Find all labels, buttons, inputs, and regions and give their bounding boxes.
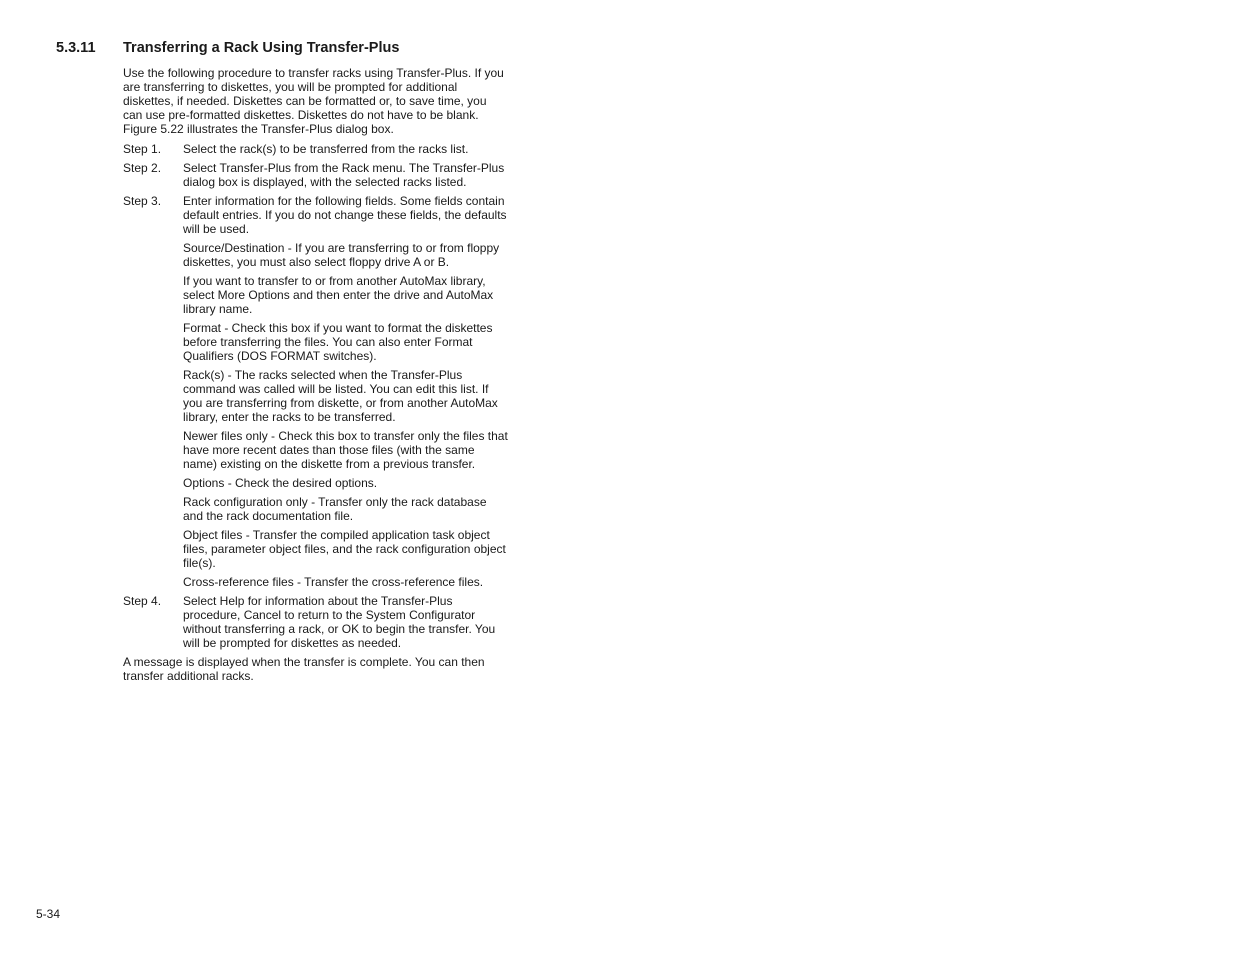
field-options: Options - Check the desired options.: [183, 476, 378, 490]
field-format: Format - Check this box if you want to format the diskettes before transferring the files. You can also enter Format Qualifiers (DOS FORMAT switches).: [183, 321, 493, 363]
step-text: Select the rack(s) to be transferred from the racks list.: [183, 142, 469, 156]
step-label: Step 3.: [123, 194, 162, 208]
field-racks: Rack(s) - The racks selected when the Transfer-Plus command was called will be listed. You can edit this list. If you are transferring from diskette, or from another AutoMax library, enter the racks to be transferred.: [183, 368, 498, 424]
field-object-files: Object files - Transfer the compiled application task object files, parameter object files, and the rack configuration object file(s).: [183, 528, 506, 570]
step-1: [123, 142, 509, 156]
intro-paragraph: Use the following procedure to transfer racks using Transfer-Plus. If you are transferring to diskettes, you will be prompted for additional diskettes, if needed. Diskettes can be formatted or, to save time, you can use pre-formatted diskettes. Diskettes do not have to be blank. Figure 5.22 illustrates the Transfer-Plus dialog box.: [123, 66, 504, 136]
step-label: Step 4.: [123, 594, 162, 608]
field-source-destination: Source/Destination - If you are transferring to or from floppy diskettes, you must also select floppy drive A or B.: [183, 241, 500, 269]
step-text: Enter information for the following fields. Some fields contain default entries. If you do not change these fields, the defaults will be used.: [183, 194, 507, 236]
section-title: Transferring a Rack Using Transfer-Plus: [123, 40, 400, 56]
step-text: Select Transfer-Plus from the Rack menu. The Transfer-Plus dialog box is displayed, with the selected racks listed.: [183, 161, 505, 189]
body-column: [123, 66, 509, 689]
field-cross-reference-files: Cross-reference files - Transfer the cross-reference files.: [183, 575, 484, 589]
field-rack-configuration-only: Rack configuration only - Transfer only the rack database and the rack documentation file.: [183, 495, 487, 523]
step-label: Step 1.: [123, 142, 162, 156]
step-text: Select Help for information about the Transfer-Plus procedure, Cancel to return to the System Configurator without transferring a rack, or OK to begin the transfer. You will be prompted for diskettes as needed.: [183, 594, 496, 650]
step-3: [123, 194, 509, 236]
step-2: [123, 161, 509, 189]
field-newer-files-only: Newer files only - Check this box to transfer only the files that have more recent dates than those files (with the same name) existing on the diskette from a previous transfer.: [183, 429, 508, 471]
section-number: 5.3.11: [56, 40, 96, 56]
field-more-options: If you want to transfer to or from another AutoMax library, select More Options and then enter the drive and AutoMax library name.: [183, 274, 494, 316]
step-label: Step 2.: [123, 161, 162, 175]
section-heading: [56, 40, 399, 56]
closing-paragraph: A message is displayed when the transfer is complete. You can then transfer additional racks.: [123, 655, 485, 683]
step-4: [123, 594, 509, 650]
page-number: 5-34: [36, 907, 61, 921]
